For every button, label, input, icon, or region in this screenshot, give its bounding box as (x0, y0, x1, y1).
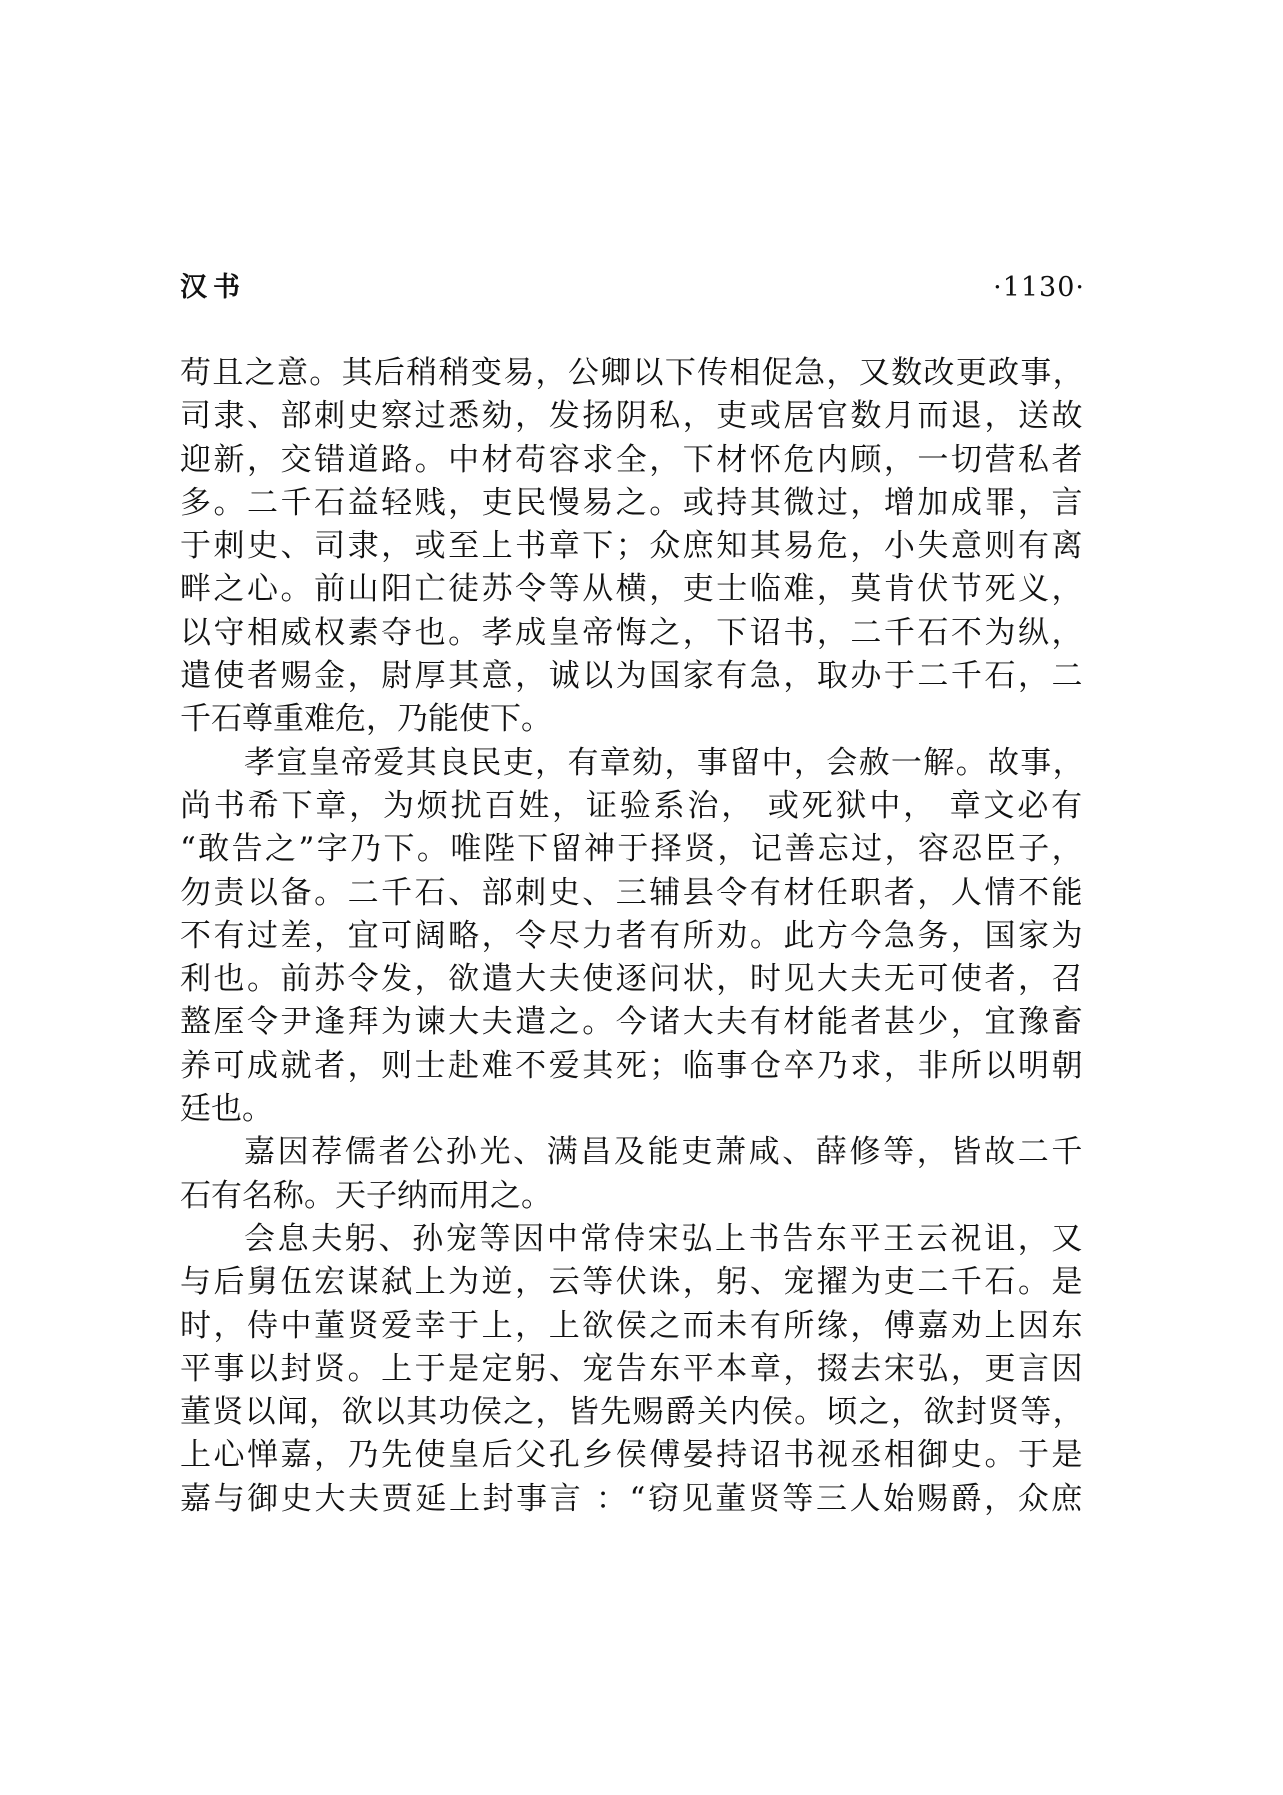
text-line: 盩厔令尹逢拜为谏大夫遣之。今诸大夫有材能者甚少，宜豫畜 (180, 1004, 1085, 1041)
text-line: 尚书希下章，为烦扰百姓，证验系治， 或死狱中， 章文必有 (180, 787, 1085, 824)
text-line: 畔之心。前山阳亡徒苏令等从横，吏士临难，莫肯伏节死义， (180, 571, 1085, 608)
body-text (180, 352, 1085, 1521)
text-line: 迎新，交错道路。中材苟容求全，下材怀危内顾，一切营私者 (180, 441, 1085, 478)
text-line: 时，侍中董贤爱幸于上，上欲侯之而未有所缘，傅嘉劝上因东 (180, 1307, 1085, 1344)
text-line: 养可成就者，则士赴难不爱其死；临事仓卒乃求，非所以明朝 (180, 1047, 1085, 1084)
text-line: 廷也。 (180, 1091, 273, 1128)
text-line: 苟且之意。其后稍稍变易，公卿以下传相促急，又数改更政事， (180, 355, 1085, 391)
page-header (180, 268, 1085, 308)
book-title: 汉书 (180, 272, 246, 303)
page-number: ·1130· (993, 272, 1085, 303)
text-line: 多。二千石益轻贱，吏民慢易之。或持其微过，增加成罪，言 (180, 484, 1085, 521)
text-line: 嘉因荐儒者公孙光、满昌及能吏萧咸、薛修等，皆故二千 (244, 1134, 1085, 1171)
text-line: 利也。前苏令发，欲遣大夫使逐问状，时见大夫无可使者，召 (180, 961, 1085, 998)
text-line: 勿责以备。二千石、部刺史、三辅县令有材任职者，人情不能 (180, 874, 1085, 911)
text-line: 以守相威权素夺也。孝成皇帝悔之，下诏书，二千石不为纵， (180, 614, 1085, 651)
text-line: 不有过差，宜可阔略，令尽力者有所劝。此方今急务，国家为 (180, 917, 1085, 954)
text-line: 与后舅伍宏谋弑上为逆，云等伏诛，躬、宠擢为吏二千石。是 (180, 1264, 1085, 1301)
text-line: 于刺史、司隶，或至上书章下；众庶知其易危，小失意则有离 (180, 528, 1085, 565)
text-line: 嘉与御史大夫贾延上封事言 ：“窃见董贤等三人始赐爵，众庶 (180, 1480, 1085, 1517)
text-line: “敢告之”字乃下。唯陛下留神于择贤，记善忘过，容忍臣子， (180, 831, 1085, 868)
text-line: 会息夫躬、孙宠等因中常侍宋弘上书告东平王云祝诅，又 (244, 1220, 1085, 1257)
text-line: 平事以封贤。上于是定躬、宠告东平本章，掇去宋弘，更言因 (180, 1350, 1085, 1387)
text-line: 董贤以闻，欲以其功侯之，皆先赐爵关内侯。顷之，欲封贤等， (180, 1394, 1085, 1431)
text-line: 石有名称。天子纳而用之。 (180, 1177, 552, 1214)
text-line: 上心惮嘉，乃先使皇后父孔乡侯傅晏持诏书视丞相御史。于是 (180, 1437, 1085, 1474)
text-line: 司隶、部刺史察过悉劾，发扬阴私，吏或居官数月而退，送故 (180, 398, 1085, 435)
text-line: 孝宣皇帝爱其良民吏，有章劾，事留中，会赦一解。故事， (244, 744, 1085, 781)
text-line: 千石尊重难危，乃能使下。 (180, 701, 552, 738)
text-line: 遣使者赐金，尉厚其意，诚以为国家有急，取办于二千石，二 (180, 658, 1085, 695)
